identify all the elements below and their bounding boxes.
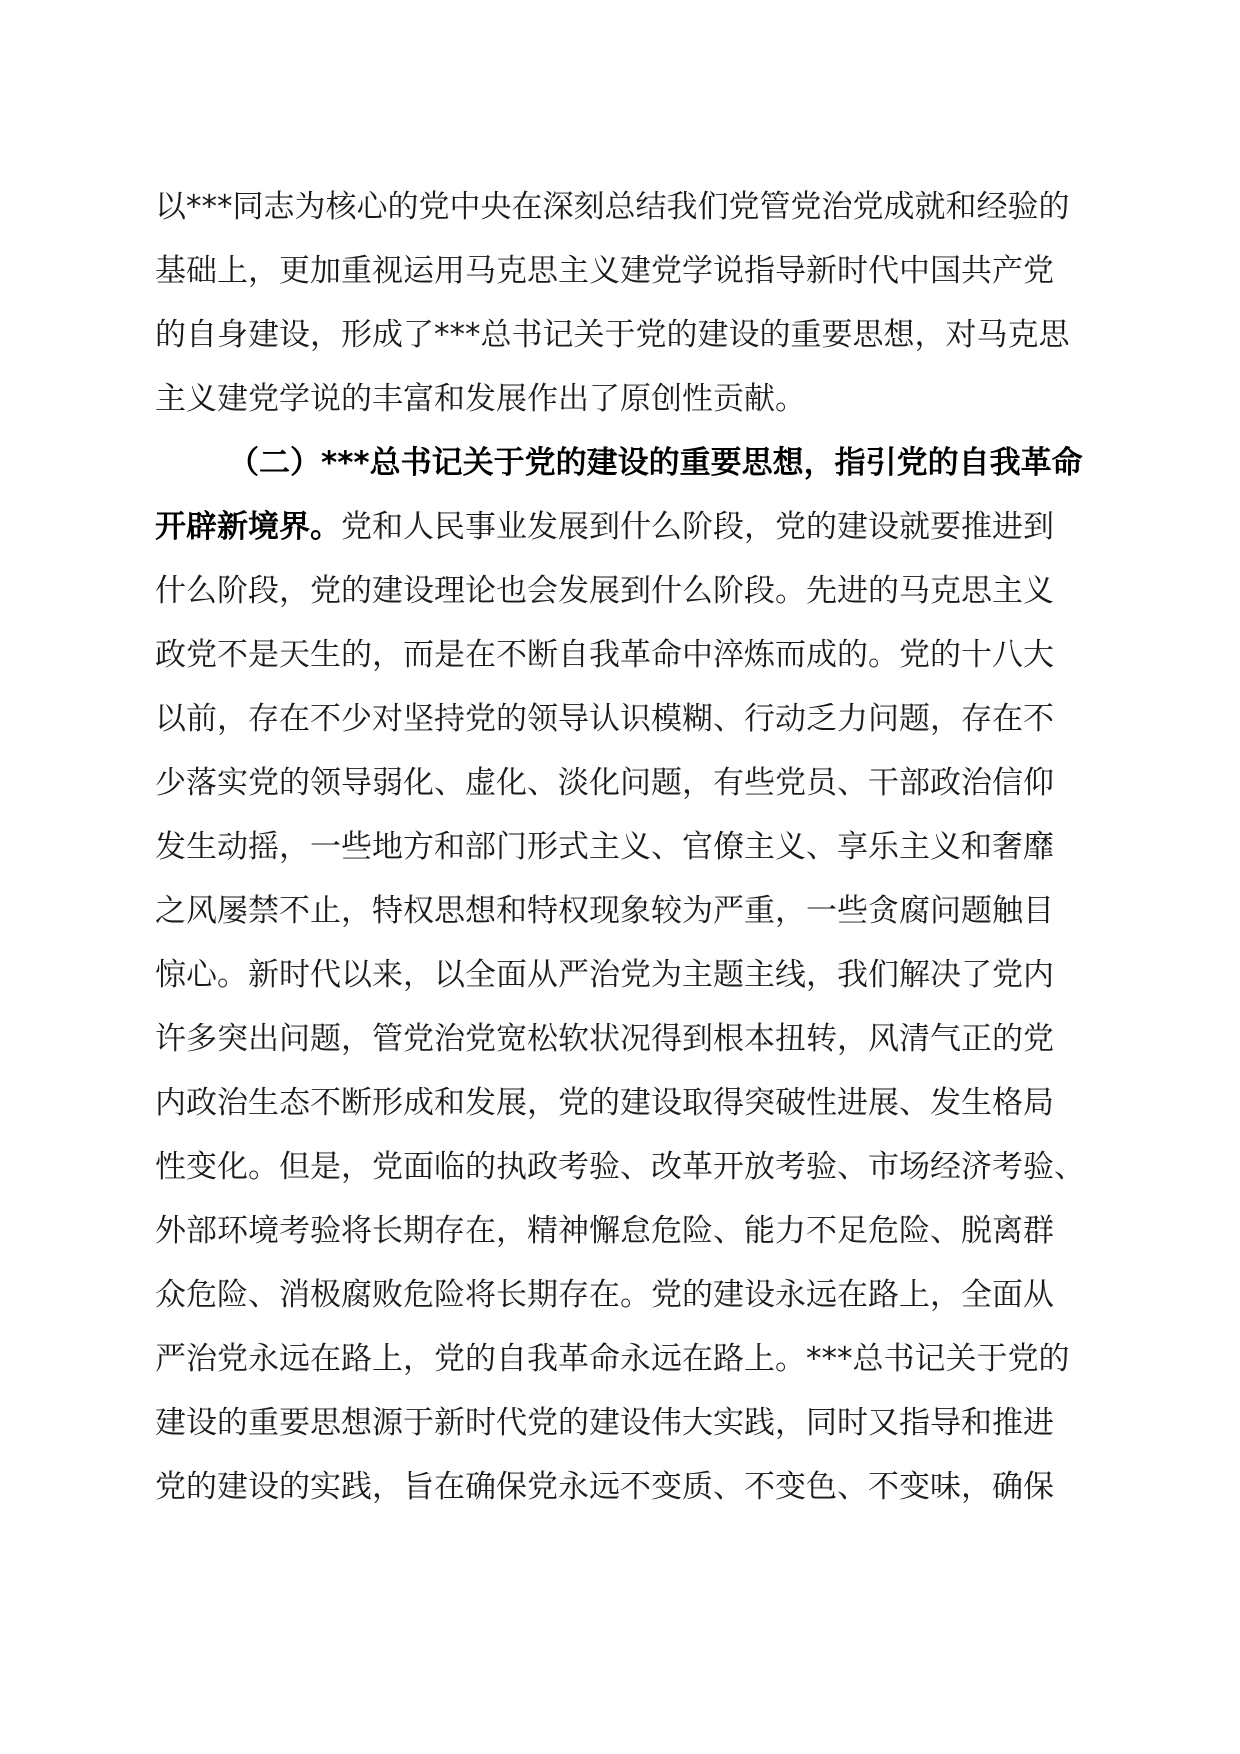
body-text-line: 主义建党学说的丰富和发展作出了原创性贡献。 [155,381,806,417]
body-text-line: 众危险、消极腐败危险将长期存在。党的建设永远在路上，全面从 [155,1277,1054,1313]
body-text-line: 什么阶段，党的建设理论也会发展到什么阶段。先进的马克思主义 [155,573,1054,609]
body-text-line: 许多突出问题，管党治党宽松软状况得到根本扭转，风清气正的党 [155,1021,1054,1057]
body-text-line: 之风屡禁不止，特权思想和特权现象较为严重，一些贪腐问题触目 [155,893,1054,929]
body-text-line: 少落实党的领导弱化、虚化、淡化问题，有些党员、干部政治信仰 [155,765,1054,801]
body-text-line: 严治党永远在路上，党的自我革命永远在路上。***总书记关于党的 [155,1341,1070,1377]
section-heading-end: 开辟新境界。 [155,509,341,545]
body-text-line: 发生动摇，一些地方和部门形式主义、官僚主义、享乐主义和奢靡 [155,829,1054,865]
body-text-line: 外部环境考验将长期存在，精神懈怠危险、能力不足危险、脱离群 [155,1213,1054,1249]
body-text-line: 政党不是天生的，而是在不断自我革命中淬炼而成的。党的十八大 [155,637,1054,673]
body-text-line: 内政治生态不断形成和发展，党的建设取得突破性进展、发生格局 [155,1085,1054,1121]
section-heading-continuation [155,495,1085,559]
body-text-line: 基础上，更加重视运用马克思主义建党学说指导新时代中国共产党 [155,253,1054,289]
body-text-line: 的自身建设，形成了***总书记关于党的建设的重要思想，对马克思 [155,317,1070,353]
body-text-run: 党和人民事业发展到什么阶段，党的建设就要推进到 [341,509,1054,545]
body-text-line: 性变化。但是，党面临的执政考验、改革开放考验、市场经济考验、 [155,1149,1085,1185]
body-text-line: 党的建设的实践，旨在确保党永远不变质、不变色、不变味，确保 [155,1469,1054,1505]
body-text-line: 建设的重要思想源于新时代党的建设伟大实践，同时又指导和推进 [155,1405,1054,1441]
body-text-line: 以***同志为核心的党中央在深刻总结我们党管党治党成就和经验的 [155,189,1070,225]
body-text-line: 惊心。新时代以来，以全面从严治党为主题主线，我们解决了党内 [155,957,1054,993]
section-heading: （二）***总书记关于党的建设的重要思想，指引党的自我革命 [228,445,1083,481]
body-text-line: 以前，存在不少对坚持党的领导认识模糊、行动乏力问题，存在不 [155,701,1054,737]
